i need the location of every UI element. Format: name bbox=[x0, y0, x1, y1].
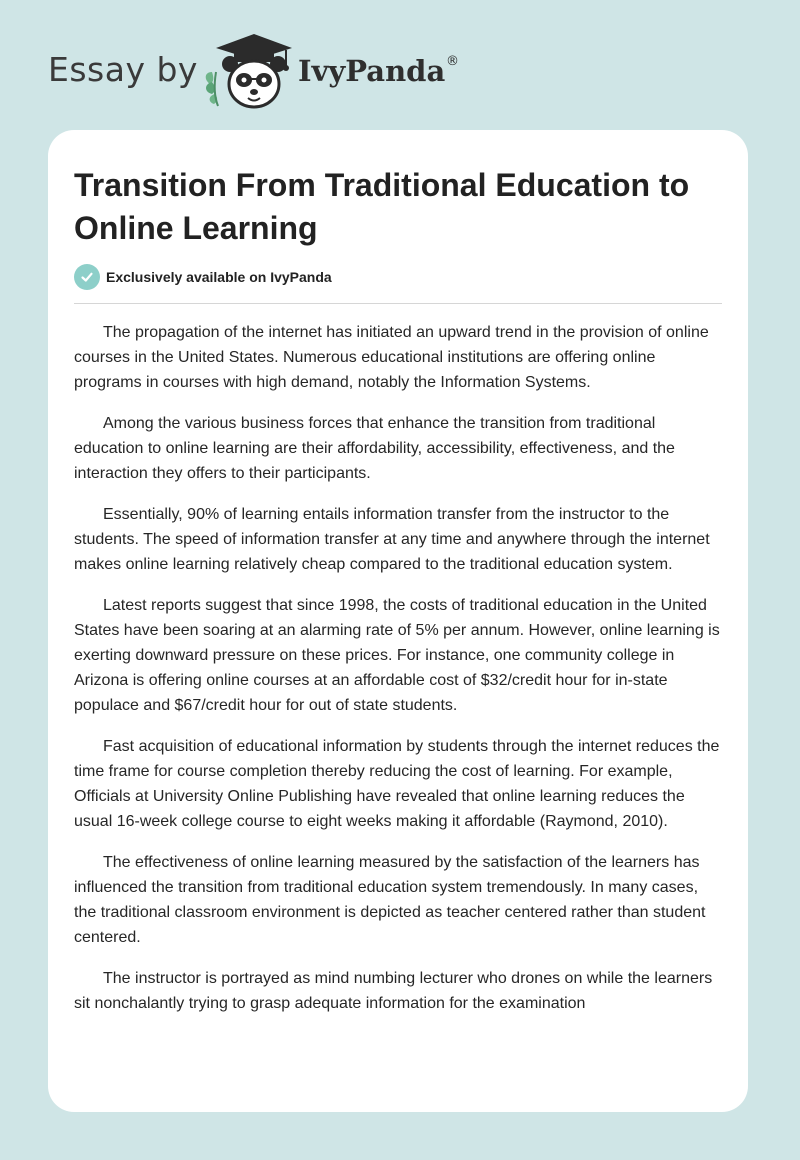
essay-title: Transition From Traditional Education to Online Learning bbox=[74, 167, 690, 246]
paragraph: Essentially, 90% of learning entails information transfer from the instructor to the students. The speed of information transfer at any time and anywhere through the internet makes online learning relatively cheap compared to the traditional education system. bbox=[74, 506, 710, 573]
paragraph: The effectiveness of online learning measured by the satisfaction of the learners has influenced the transition from traditional education system tremendously. In many cases, the traditional classroom environment is depicted as teacher centered rather than student centered. bbox=[74, 854, 706, 946]
paragraph: Among the various business forces that enhance the transition from traditional education to online learning are their affordability, accessibility, effectiveness, and the interaction they offers to their participants. bbox=[74, 415, 675, 482]
essay-by-label: Essay by bbox=[48, 50, 198, 89]
essay-card bbox=[48, 130, 748, 1112]
paragraph: Latest reports suggest that since 1998, the costs of traditional education in the United States have been soaring at an alarming rate of 5% per annum. However, online learning is exerting downward pressure on these prices. For instance, one community college in Arizona is offering online courses at an affordable cost of $32/credit hour for in-state populace and $67/credit hour for out of state students. bbox=[74, 597, 720, 714]
divider bbox=[74, 303, 722, 304]
paragraph: The propagation of the internet has initiated an upward trend in the provision of online courses in the United States. Numerous educational institutions are offering online programs in courses with high demand, notably the Information Systems. bbox=[74, 324, 709, 391]
registered-mark: ® bbox=[446, 54, 459, 69]
brand-name: IvyPanda bbox=[298, 54, 446, 88]
exclusive-badge-label: Exclusively available on IvyPanda bbox=[106, 269, 332, 285]
exclusive-badge bbox=[74, 264, 332, 290]
site-header-brand[interactable] bbox=[48, 32, 488, 112]
paragraph: Fast acquisition of educational information by students through the internet reduces the time frame for course completion thereby reducing the cost of learning. For example, Officials at University Online Publishing have revealed that online learning reduces the usual 16-week college course to eight weeks making it affordable (Raymond, 2010). bbox=[74, 738, 720, 830]
check-icon bbox=[74, 264, 100, 290]
paragraph: The instructor is portrayed as mind numbing lecturer who drones on while the learners sit nonchalantly trying to grasp adequate information for the examination bbox=[74, 970, 713, 1012]
panda-logo-icon bbox=[200, 32, 296, 112]
essay-body bbox=[74, 320, 724, 1032]
